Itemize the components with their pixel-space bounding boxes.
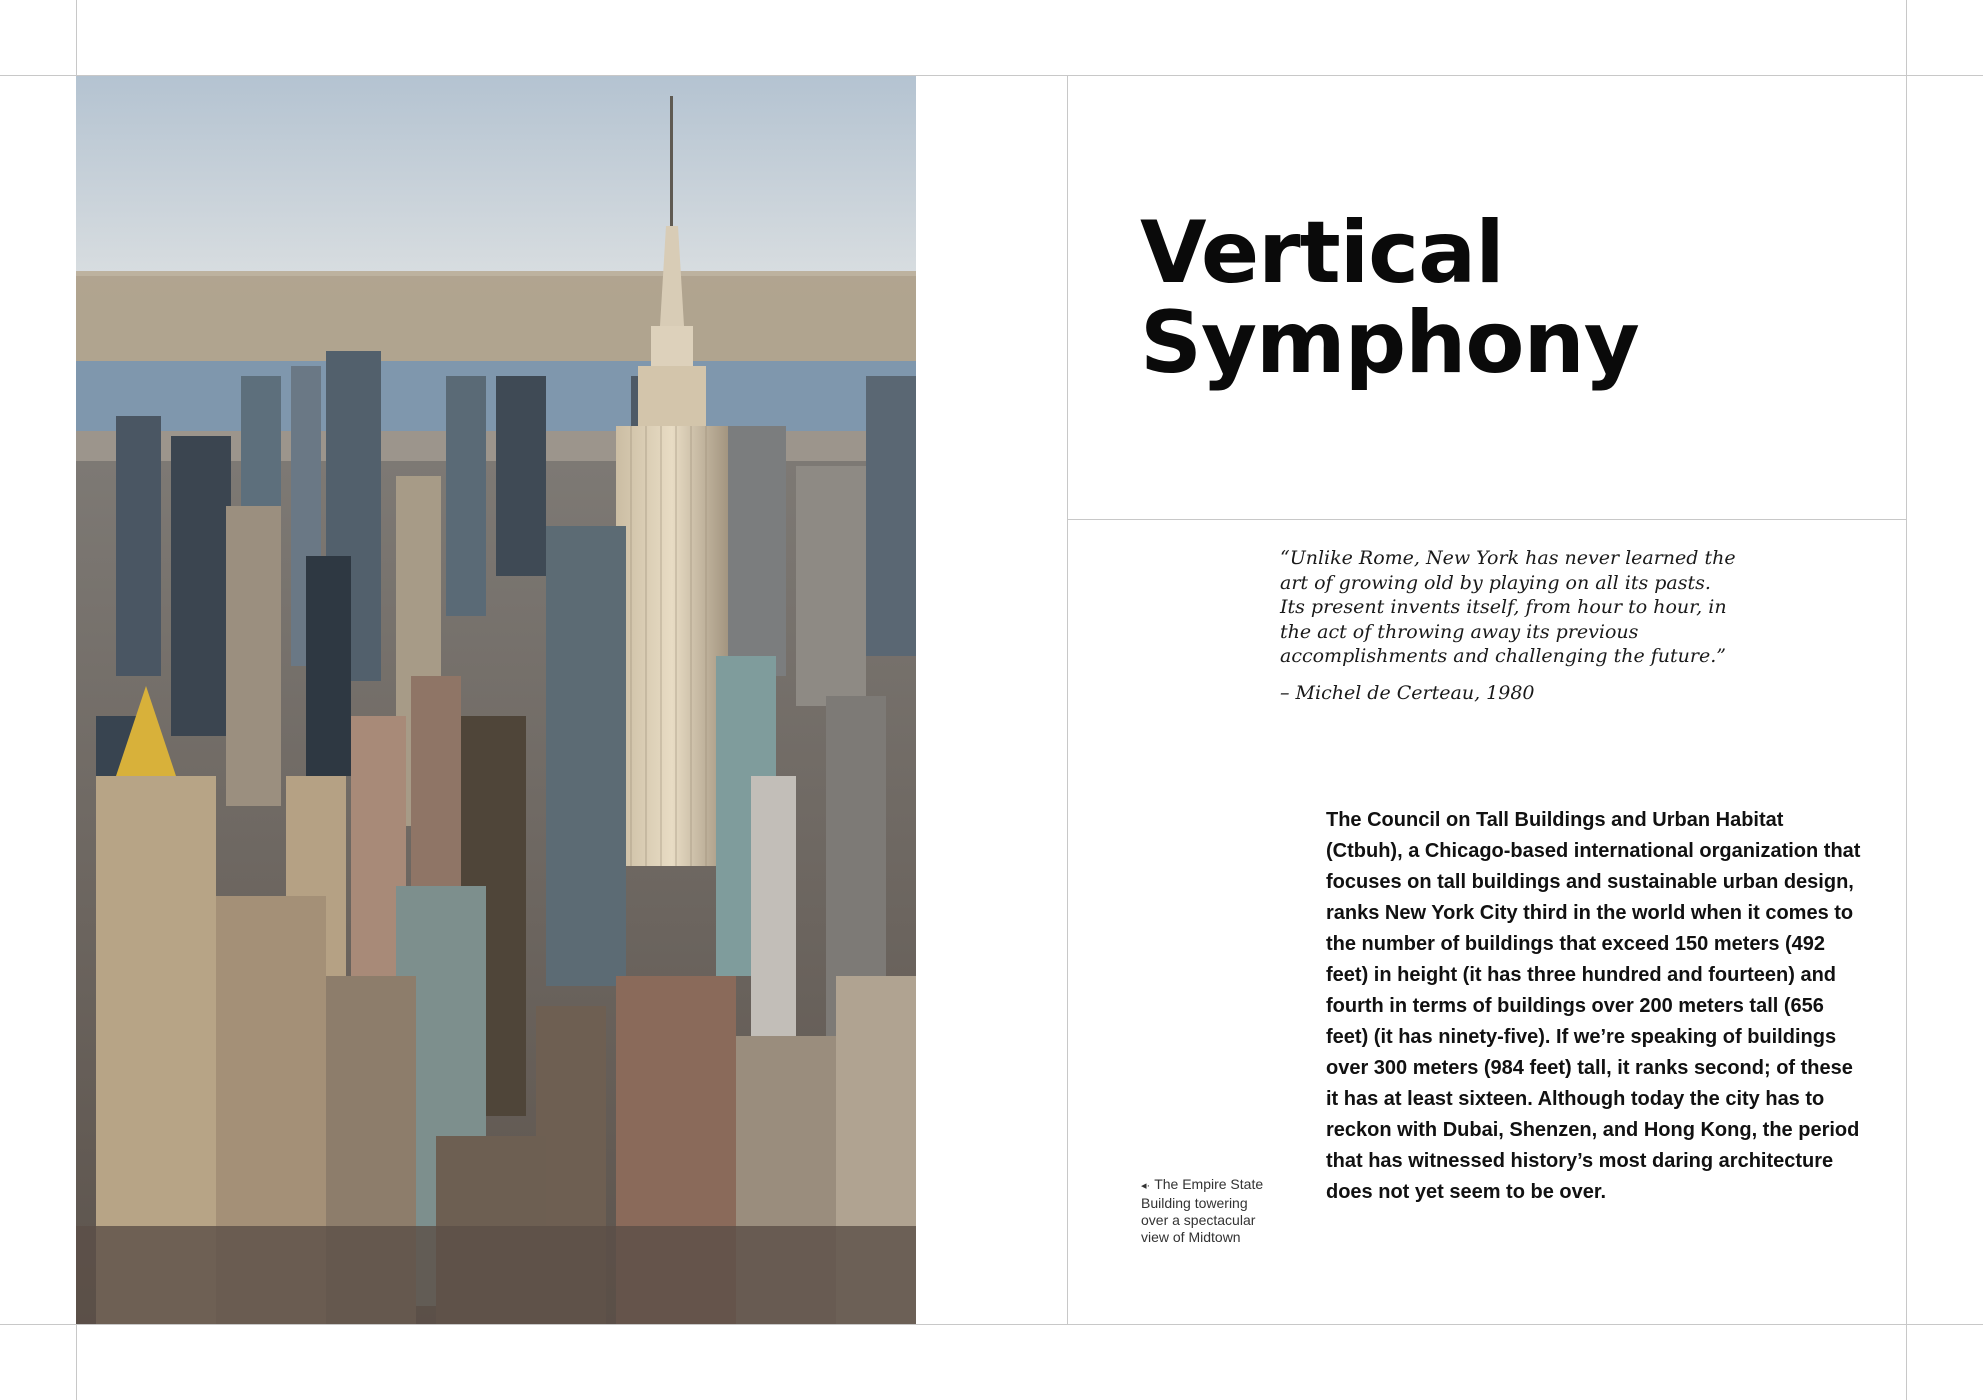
photo-caption [1141,1176,1271,1246]
caption-arrow-icon: ◂· [1141,1180,1151,1192]
title-divider-rule [1067,519,1906,520]
caption-text: The Empire State Building towering over a spectacular view of Midtown [1141,1176,1264,1245]
frame-rule-bottom [0,1324,1983,1325]
midtown-skyline-photo [76,76,916,1324]
title-line-1: Vertical [1140,203,1504,303]
right-page-rule-left [1067,76,1068,1324]
epigraph-quote: “Unlike Rome, New York has never learned the art of growing old by playing on all its pasts. Its present invents itself, from hour to hour, in the act of throwing away its previous accomplishments and challenging the future.” [1280,547,1736,667]
frame-rule-right [1906,0,1907,1400]
page-title [1140,203,1639,393]
quote-attribution: – Michel de Certeau, 1980 [1280,682,1535,704]
body-paragraph: The Council on Tall Buildings and Urban Habitat (Ctbuh), a Chicago-based international organization that focuses on tall buildings and sustainable urban design, ranks New York City third in the world when it comes to the number of buildings that exceed 150 meters (492 feet) in height (it has three hundred and fourteen) and fourth in terms of buildings over 200 meters tall (656 feet) (it has ninety-five). If we’re speaking of buildings over 300 meters (984 feet) tall, it ranks second; of these it has at least sixteen. Although today the city has to reckon with Dubai, Shenzen, and Hong Kong, the period that has witnessed history’s most daring architecture does not yet seem to be over. [1326,809,1861,1203]
title-line-2: Symphony [1140,293,1639,393]
